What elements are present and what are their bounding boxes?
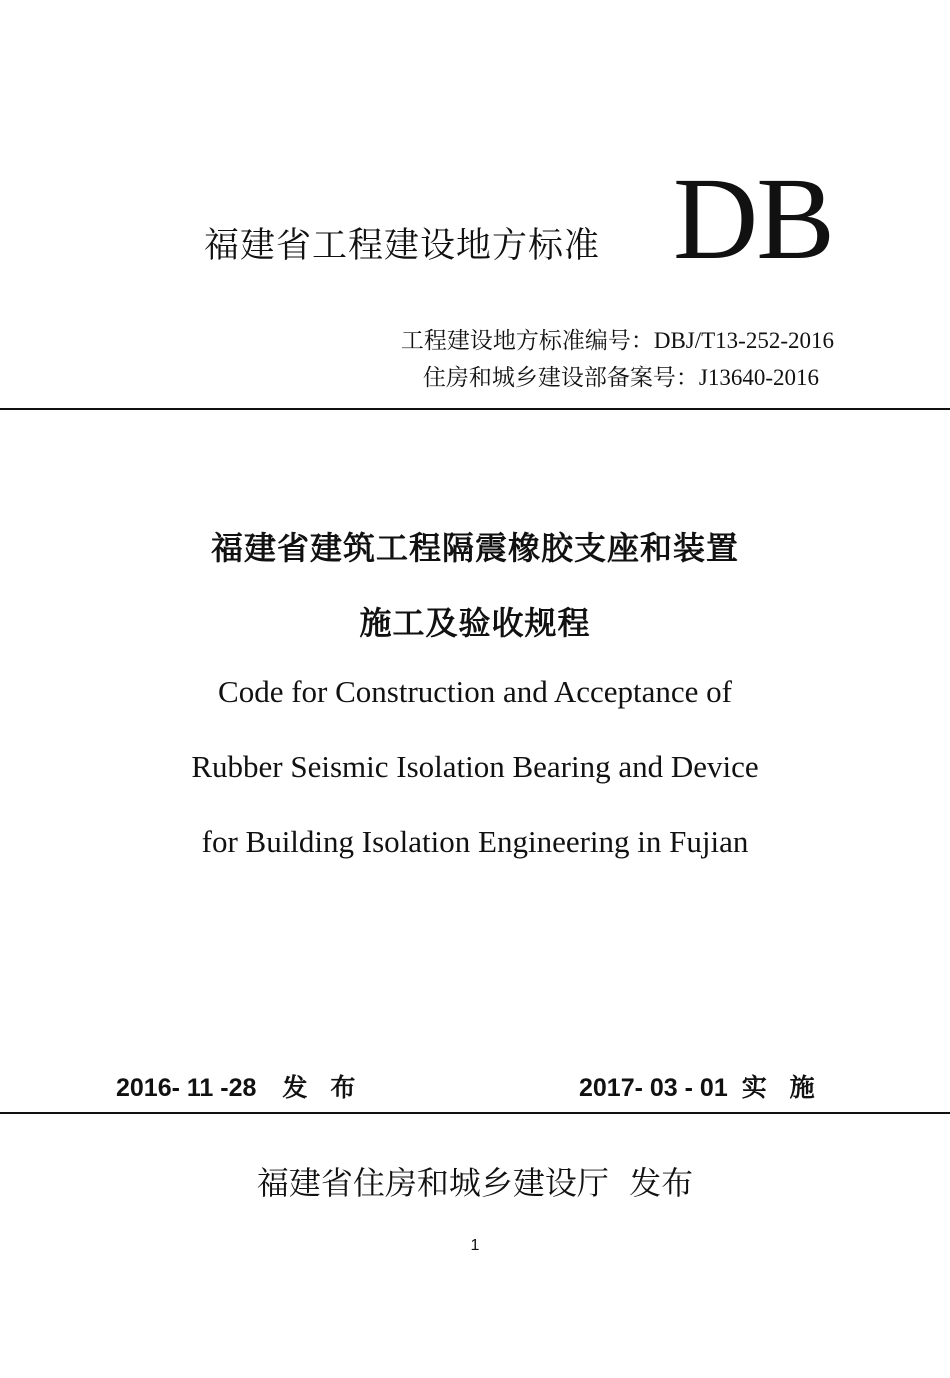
issue-date: 2016- 11 -28 <box>116 1074 257 1102</box>
record-number-line: 住房和城乡建设部备案号：J13640-2016 <box>422 365 819 390</box>
english-title-line-1: Code for Construction and Acceptance of <box>218 674 732 709</box>
standard-category-title: 福建省工程建设地方标准 <box>204 226 601 266</box>
effective-label: 实 施 <box>741 1074 823 1102</box>
english-title-line-2: Rubber Seismic Isolation Bearing and Device <box>191 749 759 784</box>
top-divider <box>0 408 950 410</box>
issue-label: 发 布 <box>282 1074 364 1102</box>
issue-date-block <box>116 1068 363 1104</box>
bottom-divider <box>0 1112 950 1114</box>
effective-date: 2017- 03 - 01 <box>579 1074 728 1102</box>
effective-date-block <box>579 1068 823 1104</box>
page-number: 1 <box>470 1237 480 1254</box>
english-title-line-3: for Building Isolation Engineering in Fujian <box>201 824 749 859</box>
publisher-line: 福建省住房和城乡建设厅 发布 <box>256 1164 694 1202</box>
db-standard-mark: DB <box>673 153 833 284</box>
chinese-title-line-1: 福建省建筑工程隔震橡胶支座和装置 <box>210 529 739 567</box>
chinese-title-line-2: 施工及验收规程 <box>359 604 591 642</box>
standard-number-line: 工程建设地方标准编号：DBJ/T13-252-2016 <box>400 328 834 353</box>
